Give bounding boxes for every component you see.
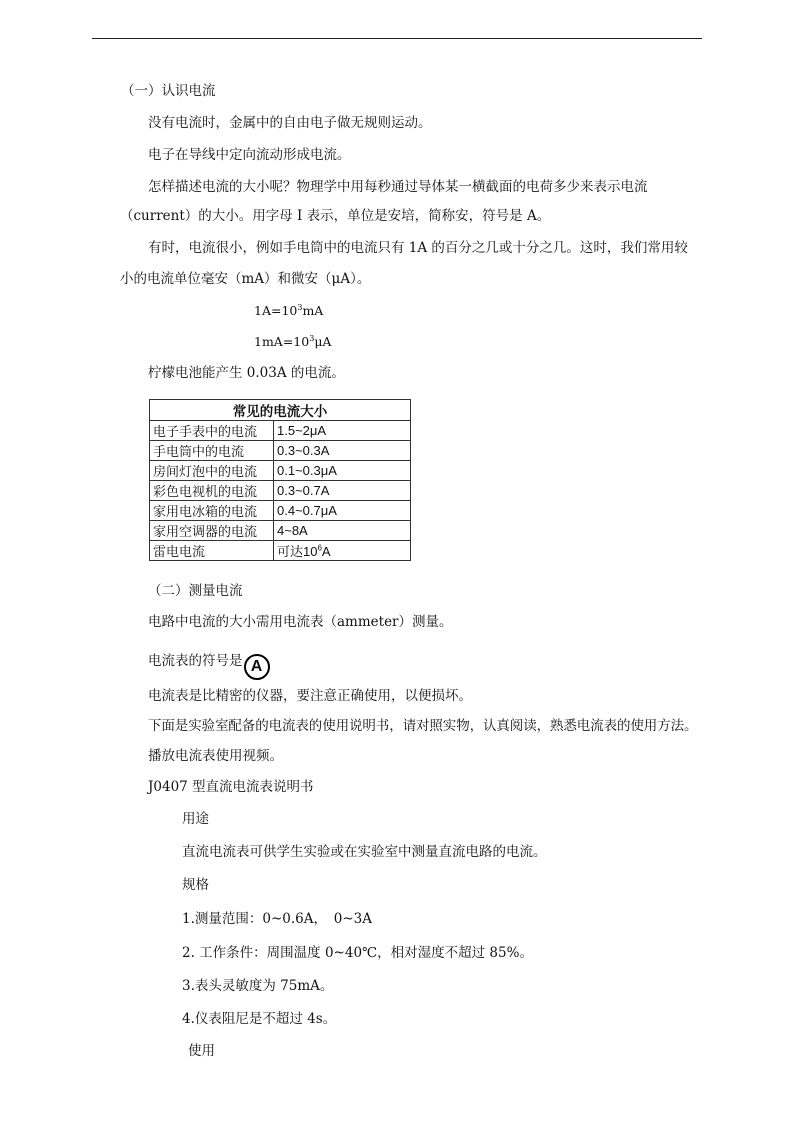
ammeter-symbol-line (148, 652, 270, 680)
table-cell-value: 4~8A (274, 521, 411, 541)
table-cell-value: 可达$10^6A$ (274, 541, 411, 561)
spec-item: 1.测量范围：0~0.6A， 0~3A (182, 911, 372, 927)
spec-heading: 规格 (182, 877, 209, 893)
paragraph: 柠檬电池能产生 0.03A 的电流。 (148, 365, 345, 381)
paragraph: 直流电流表可供学生实验或在实验室中测量直流电路的电流。 (182, 844, 547, 860)
spec-item: 3.表头灵敏度为 75mA。 (182, 978, 334, 994)
table-cell-name: 家用电冰箱的电流 (150, 501, 274, 521)
table-cell-name: 手电筒中的电流 (150, 441, 274, 461)
table-title: 常见的电流大小 (150, 400, 411, 421)
paragraph: 电路中电流的大小需用电流表（ammeter）测量。 (148, 614, 453, 630)
header-rule (92, 38, 702, 39)
table-cell-name: 房间灯泡中的电流 (150, 461, 274, 481)
paragraph: 播放电流表使用视频。 (148, 748, 283, 764)
equation-amp-milliamp: $1A=10^3mA$ (254, 302, 324, 318)
table-cell-name: 家用空调器的电流 (150, 521, 274, 541)
paragraph: （current）的大小。用字母 I 表示，单位是安培，简称安，符号是 A。 (120, 208, 551, 224)
table-cell-value: 0.3~0.7A (274, 481, 411, 501)
paragraph: 没有电流时，金属中的自由电子做无规则运动。 (148, 115, 432, 131)
table-row (150, 481, 411, 501)
paragraph: 小的电流单位毫安（mA）和微安（μA）。 (120, 271, 371, 287)
table-header-row (150, 400, 411, 421)
ammeter-symbol-icon: A (244, 654, 270, 680)
paragraph: 怎样描述电流的大小呢？物理学中用每秒通过导体某一横截面的电荷多少来表示电流 (148, 179, 648, 195)
table-cell-name: 彩色电视机的电流 (150, 481, 274, 501)
table-row (150, 521, 411, 541)
table-cell-value: 0.1~0.3μA (274, 461, 411, 481)
spec-item: 2. 工作条件：周围温度 0~40℃，相对湿度不超过 85%。 (182, 945, 533, 961)
current-values-table (149, 399, 411, 561)
paragraph: 下面是实验室配备的电流表的使用说明书，请对照实物，认真阅读，熟悉电流表的使用方法。 (148, 718, 698, 734)
section1-heading: （一）认识电流 (121, 83, 216, 99)
table-cell-value: 0.3~0.3A (274, 441, 411, 461)
paragraph: 电流表是比精密的仪器，要注意正确使用，以便损坏。 (148, 688, 472, 704)
equation-milliamp-microamp: $1mA=10^3\mu A$ (254, 333, 332, 349)
paragraph: 有时，电流很小，例如手电筒中的电流只有 1A 的百分之几或十分之几。这时，我们常用较 (148, 240, 688, 256)
spec-item: 4.仪表阻尼是不超过 4s。 (182, 1011, 337, 1027)
section2-heading: （二）测量电流 (148, 583, 243, 599)
table-cell-value: 0.4~0.7μA (274, 501, 411, 521)
usage-heading: 用途 (182, 811, 209, 827)
paragraph: 电流表的符号是 (148, 653, 243, 669)
table-row (150, 441, 411, 461)
table-row (150, 421, 411, 441)
table-cell-name: 雷电电流 (150, 541, 274, 561)
manual-title: J0407 型直流电流表说明书 (148, 779, 314, 795)
table-row (150, 541, 411, 561)
table-row (150, 461, 411, 481)
use-heading: 使用 (188, 1043, 215, 1059)
table-cell-value: 1.5~2μA (274, 421, 411, 441)
table-cell-name: 电子手表中的电流 (150, 421, 274, 441)
paragraph: 电子在导线中定向流动形成电流。 (148, 147, 351, 163)
table-row (150, 501, 411, 521)
